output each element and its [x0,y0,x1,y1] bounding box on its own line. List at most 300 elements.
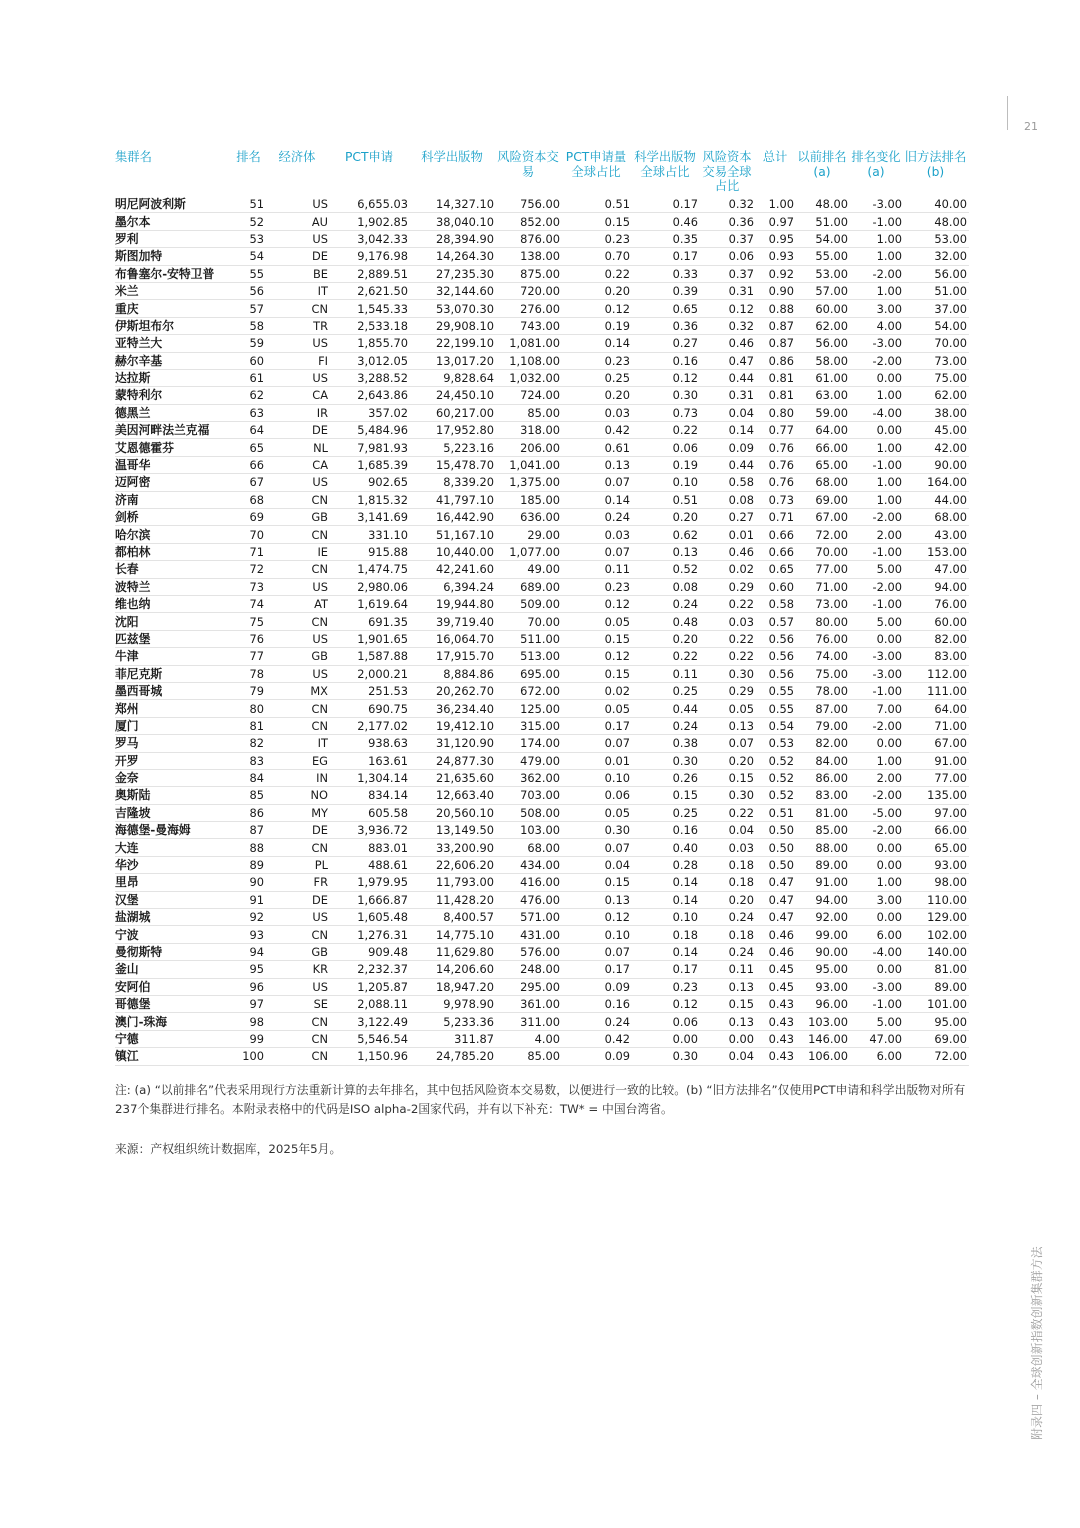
table-cell: 0.22 [632,648,700,665]
table-cell: 38,040.10 [410,213,496,230]
table-cell: 0.02 [562,682,632,699]
table-cell: US [266,369,330,386]
table-cell: 6,655.03 [330,196,410,213]
table-cell: 96 [233,978,266,995]
table-row [115,1013,969,1030]
table-cell: 1,032.00 [496,369,562,386]
cluster-name-cell: 盐湖城 [115,909,233,926]
column-header: 集群名 [115,150,152,164]
table-cell: 689.00 [496,578,562,595]
table-cell: 73.00 [904,352,969,369]
table-cell: 63.00 [796,387,850,404]
table-cell: 0.24 [700,909,756,926]
table-row [115,196,969,213]
table-cell: 0.45 [756,978,796,995]
table-cell: 0.26 [632,769,700,786]
table-cell: 97.00 [904,804,969,821]
table-cell: CN [266,613,330,630]
table-cell: -1.00 [850,543,904,560]
table-cell: 0.54 [756,717,796,734]
table-cell: 93 [233,926,266,943]
table-cell: 85.00 [796,822,850,839]
table-cell: 0.11 [632,665,700,682]
table-cell: 0.14 [562,491,632,508]
table-cell: 0.30 [562,822,632,839]
cluster-name-cell: 厦门 [115,717,233,734]
cluster-name-cell: 济南 [115,491,233,508]
table-cell: 0.12 [562,909,632,926]
table-cell: 81 [233,717,266,734]
cluster-name-cell: 菲尼克斯 [115,665,233,682]
table-cell: GB [266,648,330,665]
table-cell: 65.00 [904,839,969,856]
table-cell: 0.25 [632,682,700,699]
table-note: 注: (a) “以前排名”代表采用现行方法重新计算的去年排名，其中包括风险资本交易数，以便进行一致的比较。(b) “旧方法排名”仅使用PCT申请和科学出版物对所有237个集群进行排名。本附录表格中的代码是ISO alpha-2国家代码，并有以下补充：TW* = 中国台湾省。 [115,1083,966,1116]
table-cell: 0.19 [632,456,700,473]
table-cell: 0.76 [756,456,796,473]
table-cell: 2.00 [850,526,904,543]
cluster-name-cell: 重庆 [115,300,233,317]
table-cell: -4.00 [850,404,904,421]
table-cell: 0.50 [756,856,796,873]
table-cell: 16,064.70 [410,630,496,647]
table-cell: 0.52 [632,561,700,578]
cluster-name-cell: 斯图加特 [115,248,233,265]
table-cell: 42.00 [904,439,969,456]
table-cell: 0.23 [562,352,632,369]
table-row [115,822,969,839]
table-cell: 0.43 [756,1048,796,1065]
table-cell: CN [266,1030,330,1047]
table-cell: 1.00 [850,248,904,265]
table-cell: CN [266,526,330,543]
table-cell: 93.00 [904,856,969,873]
cluster-name-cell: 奥斯陆 [115,787,233,804]
table-cell: 111.00 [904,682,969,699]
table-cell: 0.00 [632,1030,700,1047]
table-cell: 0.15 [562,213,632,230]
table-cell: 720.00 [496,282,562,299]
table-cell: 89 [233,856,266,873]
table-row [115,1048,969,1065]
table-cell: 51.00 [904,282,969,299]
table-cell: -2.00 [850,578,904,595]
table-cell: 0.29 [700,682,756,699]
table-cell: 42,241.60 [410,561,496,578]
table-cell: 509.00 [496,595,562,612]
cluster-name-cell: 剑桥 [115,509,233,526]
table-cell: 59.00 [796,404,850,421]
table-cell: 125.00 [496,700,562,717]
table-cell: 0.32 [700,196,756,213]
cluster-name-cell: 里昂 [115,874,233,891]
table-cell: 49.00 [496,561,562,578]
table-cell: 0.00 [850,735,904,752]
table-cell: 1,901.65 [330,630,410,647]
table-cell: 53 [233,230,266,247]
table-cell: 19,412.10 [410,717,496,734]
table-cell: 185.00 [496,491,562,508]
table-cell: 0.19 [562,317,632,334]
table-cell: 0.03 [700,839,756,856]
table-cell: 5,223.16 [410,439,496,456]
table-cell: 0.00 [850,422,904,439]
table-cell: IR [266,404,330,421]
table-cell: 14,264.30 [410,248,496,265]
table-cell: 24,877.30 [410,752,496,769]
table-cell: 0.32 [700,317,756,334]
table-cell: 0.07 [700,735,756,752]
table-cell: 54.00 [796,230,850,247]
table-cell: 1,077.00 [496,543,562,560]
cluster-name-cell: 美因河畔法兰克福 [115,422,233,439]
table-cell: 0.92 [756,265,796,282]
table-cell: 39,719.40 [410,613,496,630]
table-row [115,300,969,317]
table-cell: -2.00 [850,265,904,282]
table-cell: KR [266,961,330,978]
table-cell: 0.70 [562,248,632,265]
column-header: 旧方法排名(b) [904,150,967,179]
cluster-name-cell: 开罗 [115,752,233,769]
table-cell: 0.22 [632,422,700,439]
table-cell: 318.00 [496,422,562,439]
table-cell: 90 [233,874,266,891]
table-cell: 129.00 [904,909,969,926]
table-cell: US [266,230,330,247]
table-row [115,265,969,282]
table-cell: 103.00 [796,1013,850,1030]
cluster-name-cell: 宁波 [115,926,233,943]
table-cell: 81.00 [904,961,969,978]
table-row [115,509,969,526]
table-cell: 75 [233,613,266,630]
table-cell: 65 [233,439,266,456]
table-cell: 1.00 [756,196,796,213]
table-cell: 24,785.20 [410,1048,496,1065]
table-row [115,369,969,386]
table-row [115,682,969,699]
cluster-name-cell: 宁德 [115,1030,233,1047]
table-cell: 0.80 [756,404,796,421]
table-cell: 1,587.88 [330,648,410,665]
table-cell: 62 [233,387,266,404]
table-cell: CN [266,1013,330,1030]
table-cell: 0.09 [700,439,756,456]
table-cell: 53.00 [904,230,969,247]
table-cell: 0.00 [850,961,904,978]
cluster-name-cell: 镇江 [115,1048,233,1065]
table-cell: 32.00 [904,248,969,265]
table-cell: 0.16 [632,352,700,369]
table-cell: 112.00 [904,665,969,682]
table-cell: 101.00 [904,995,969,1012]
table-cell: 0.15 [632,787,700,804]
table-cell: 0.43 [756,1013,796,1030]
table-cell: 0.15 [562,665,632,682]
table-row [115,213,969,230]
table-cell: 276.00 [496,300,562,317]
table-row [115,700,969,717]
table-cell: 95.00 [904,1013,969,1030]
table-cell: -2.00 [850,822,904,839]
table-cell: 938.63 [330,735,410,752]
table-cell: 77 [233,648,266,665]
table-cell: CN [266,300,330,317]
table-cell: 0.55 [756,700,796,717]
table-cell: US [266,665,330,682]
table-cell: 72 [233,561,266,578]
table-cell: DE [266,422,330,439]
table-cell: 99.00 [796,926,850,943]
table-cell: 60.00 [796,300,850,317]
table-cell: 0.42 [562,1030,632,1047]
table-cell: 92.00 [796,909,850,926]
table-cell: 2,177.02 [330,717,410,734]
table-cell: 915.88 [330,543,410,560]
table-cell: 0.12 [562,595,632,612]
table-cell: 1,979.95 [330,874,410,891]
table-cell: 98.00 [904,874,969,891]
table-cell: US [266,978,330,995]
table-cell: 0.66 [756,526,796,543]
table-cell: 0.12 [632,369,700,386]
table-cell: CN [266,700,330,717]
table-cell: 69.00 [796,491,850,508]
table-row [115,856,969,873]
table-cell: US [266,474,330,491]
table-body [115,196,969,1065]
table-cell: 0.01 [700,526,756,543]
table-cell: 8,339.20 [410,474,496,491]
table-cell: 83.00 [796,787,850,804]
table-cell: 33,200.90 [410,839,496,856]
table-cell: 47.00 [904,561,969,578]
table-cell: 1,474.75 [330,561,410,578]
table-cell: BE [266,265,330,282]
table-row [115,317,969,334]
table-cell: CN [266,839,330,856]
table-row [115,648,969,665]
table-cell: 0.20 [632,630,700,647]
table-cell: 488.61 [330,856,410,873]
table-cell: 0.05 [562,804,632,821]
table-cell: 82.00 [796,735,850,752]
table-cell: 1.00 [850,491,904,508]
table-cell: 0.46 [700,543,756,560]
table-cell: 78 [233,665,266,682]
table-cell: 0.50 [756,822,796,839]
table-cell: 1,902.85 [330,213,410,230]
table-cell: 3,288.52 [330,369,410,386]
table-cell: 62.00 [904,387,969,404]
table-cell: 1.00 [850,282,904,299]
table-cell: 0.61 [562,439,632,456]
table-cell: 0.30 [632,752,700,769]
table-cell: 361.00 [496,995,562,1012]
table-cell: 5,546.54 [330,1030,410,1047]
table-cell: 0.47 [700,352,756,369]
table-cell: 88 [233,839,266,856]
table-cell: TR [266,317,330,334]
table-cell: 73 [233,578,266,595]
table-cell: 92 [233,909,266,926]
table-cell: 0.52 [756,787,796,804]
table-cell: 90.00 [796,943,850,960]
table-cell: 0.07 [562,474,632,491]
table-cell: CA [266,387,330,404]
table-cell: 0.05 [562,613,632,630]
table-cell: 875.00 [496,265,562,282]
table-cell: US [266,909,330,926]
table-cell: 0.03 [700,613,756,630]
table-cell: 0.14 [632,943,700,960]
table-row [115,961,969,978]
table-cell: 0.46 [756,943,796,960]
table-cell: 0.04 [700,1048,756,1065]
table-cell: 0.95 [756,230,796,247]
table-cell: 40.00 [904,196,969,213]
table-row [115,804,969,821]
table-cell: 94 [233,943,266,960]
table-cell: 0.25 [562,369,632,386]
table-cell: 20,560.10 [410,804,496,821]
table-cell: 89.00 [904,978,969,995]
table-cell: 0.16 [562,995,632,1012]
table-cell: 0.76 [756,439,796,456]
table-cell: 0.55 [756,682,796,699]
cluster-name-cell: 蒙特利尔 [115,387,233,404]
table-cell: US [266,578,330,595]
table-cell: IT [266,282,330,299]
table-cell: 68 [233,491,266,508]
table-cell: 87.00 [796,700,850,717]
table-cell: 311.00 [496,1013,562,1030]
table-cell: -2.00 [850,352,904,369]
table-cell: 0.13 [632,543,700,560]
table-cell: 5.00 [850,561,904,578]
table-cell: 58 [233,317,266,334]
table-cell: 357.02 [330,404,410,421]
column-header: 科学出版物全球占比 [634,150,696,179]
table-row [115,543,969,560]
table-cell: 0.27 [700,509,756,526]
table-cell: 2,533.18 [330,317,410,334]
table-row [115,752,969,769]
table-cell: 571.00 [496,909,562,926]
cluster-name-cell: 沈阳 [115,613,233,630]
cluster-name-cell: 安阿伯 [115,978,233,995]
table-cell: 6.00 [850,1048,904,1065]
table-row [115,787,969,804]
table-cell: 0.03 [562,404,632,421]
table-cell: 0.17 [632,248,700,265]
table-cell: 76 [233,630,266,647]
table-row [115,404,969,421]
table-cell: 0.30 [632,1048,700,1065]
table-cell: 14,206.60 [410,961,496,978]
table-cell: 0.04 [562,856,632,873]
table-cell: 66.00 [904,822,969,839]
table-cell: 103.00 [496,822,562,839]
table-cell: 84.00 [796,752,850,769]
table-cell: 0.24 [632,595,700,612]
table-cell: 0.24 [562,1013,632,1030]
table-cell: 0.22 [700,804,756,821]
table-cell: AT [266,595,330,612]
cluster-name-cell: 罗利 [115,230,233,247]
table-cell: CN [266,926,330,943]
table-cell: 0.18 [700,926,756,943]
table-cell: 0.51 [756,804,796,821]
table-cell: 80 [233,700,266,717]
table-cell: 138.00 [496,248,562,265]
table-cell: 1,605.48 [330,909,410,926]
table-cell: 0.15 [562,630,632,647]
table-cell: 6,394.24 [410,578,496,595]
table-cell: 0.17 [562,717,632,734]
cluster-name-cell: 米兰 [115,282,233,299]
table-cell: 31,120.90 [410,735,496,752]
table-cell: 106.00 [796,1048,850,1065]
table-cell: 0.20 [632,509,700,526]
table-cell: 1,815.32 [330,491,410,508]
table-cell: 0.50 [756,839,796,856]
table-cell: 7,981.93 [330,439,410,456]
table-cell: 56.00 [796,335,850,352]
table-cell: EG [266,752,330,769]
table-cell: 76.00 [904,595,969,612]
table-cell: -2.00 [850,509,904,526]
table-cell: 66 [233,456,266,473]
table-cell: 0.77 [756,422,796,439]
table-cell: 86 [233,804,266,821]
table-cell: 78.00 [796,682,850,699]
table-cell: 0.00 [700,1030,756,1047]
table-cell: -1.00 [850,456,904,473]
table-cell: 56.00 [904,265,969,282]
table-cell: 14,775.10 [410,926,496,943]
table-cell: 0.30 [700,787,756,804]
table-cell: 0.44 [700,456,756,473]
table-cell: 2,088.11 [330,995,410,1012]
table-cell: 0.81 [756,369,796,386]
cluster-name-cell: 都柏林 [115,543,233,560]
table-cell: 71 [233,543,266,560]
table-cell: 67.00 [796,509,850,526]
table-cell: DE [266,891,330,908]
table-cell: 0.10 [562,926,632,943]
table-row [115,909,969,926]
table-cell: 140.00 [904,943,969,960]
table-cell: 85 [233,787,266,804]
table-cell: 0.01 [562,752,632,769]
table-row [115,995,969,1012]
table-cell: 0.30 [700,665,756,682]
table-cell: 87 [233,822,266,839]
table-cell: 0.30 [632,387,700,404]
table-row [115,474,969,491]
table-cell: 17,952.80 [410,422,496,439]
table-cell: 63 [233,404,266,421]
table-cell: 58.00 [796,352,850,369]
table-cell: 64.00 [904,700,969,717]
table-row [115,735,969,752]
table-cell: 0.81 [756,387,796,404]
table-cell: 1,545.33 [330,300,410,317]
table-row [115,926,969,943]
table-cell: 57 [233,300,266,317]
